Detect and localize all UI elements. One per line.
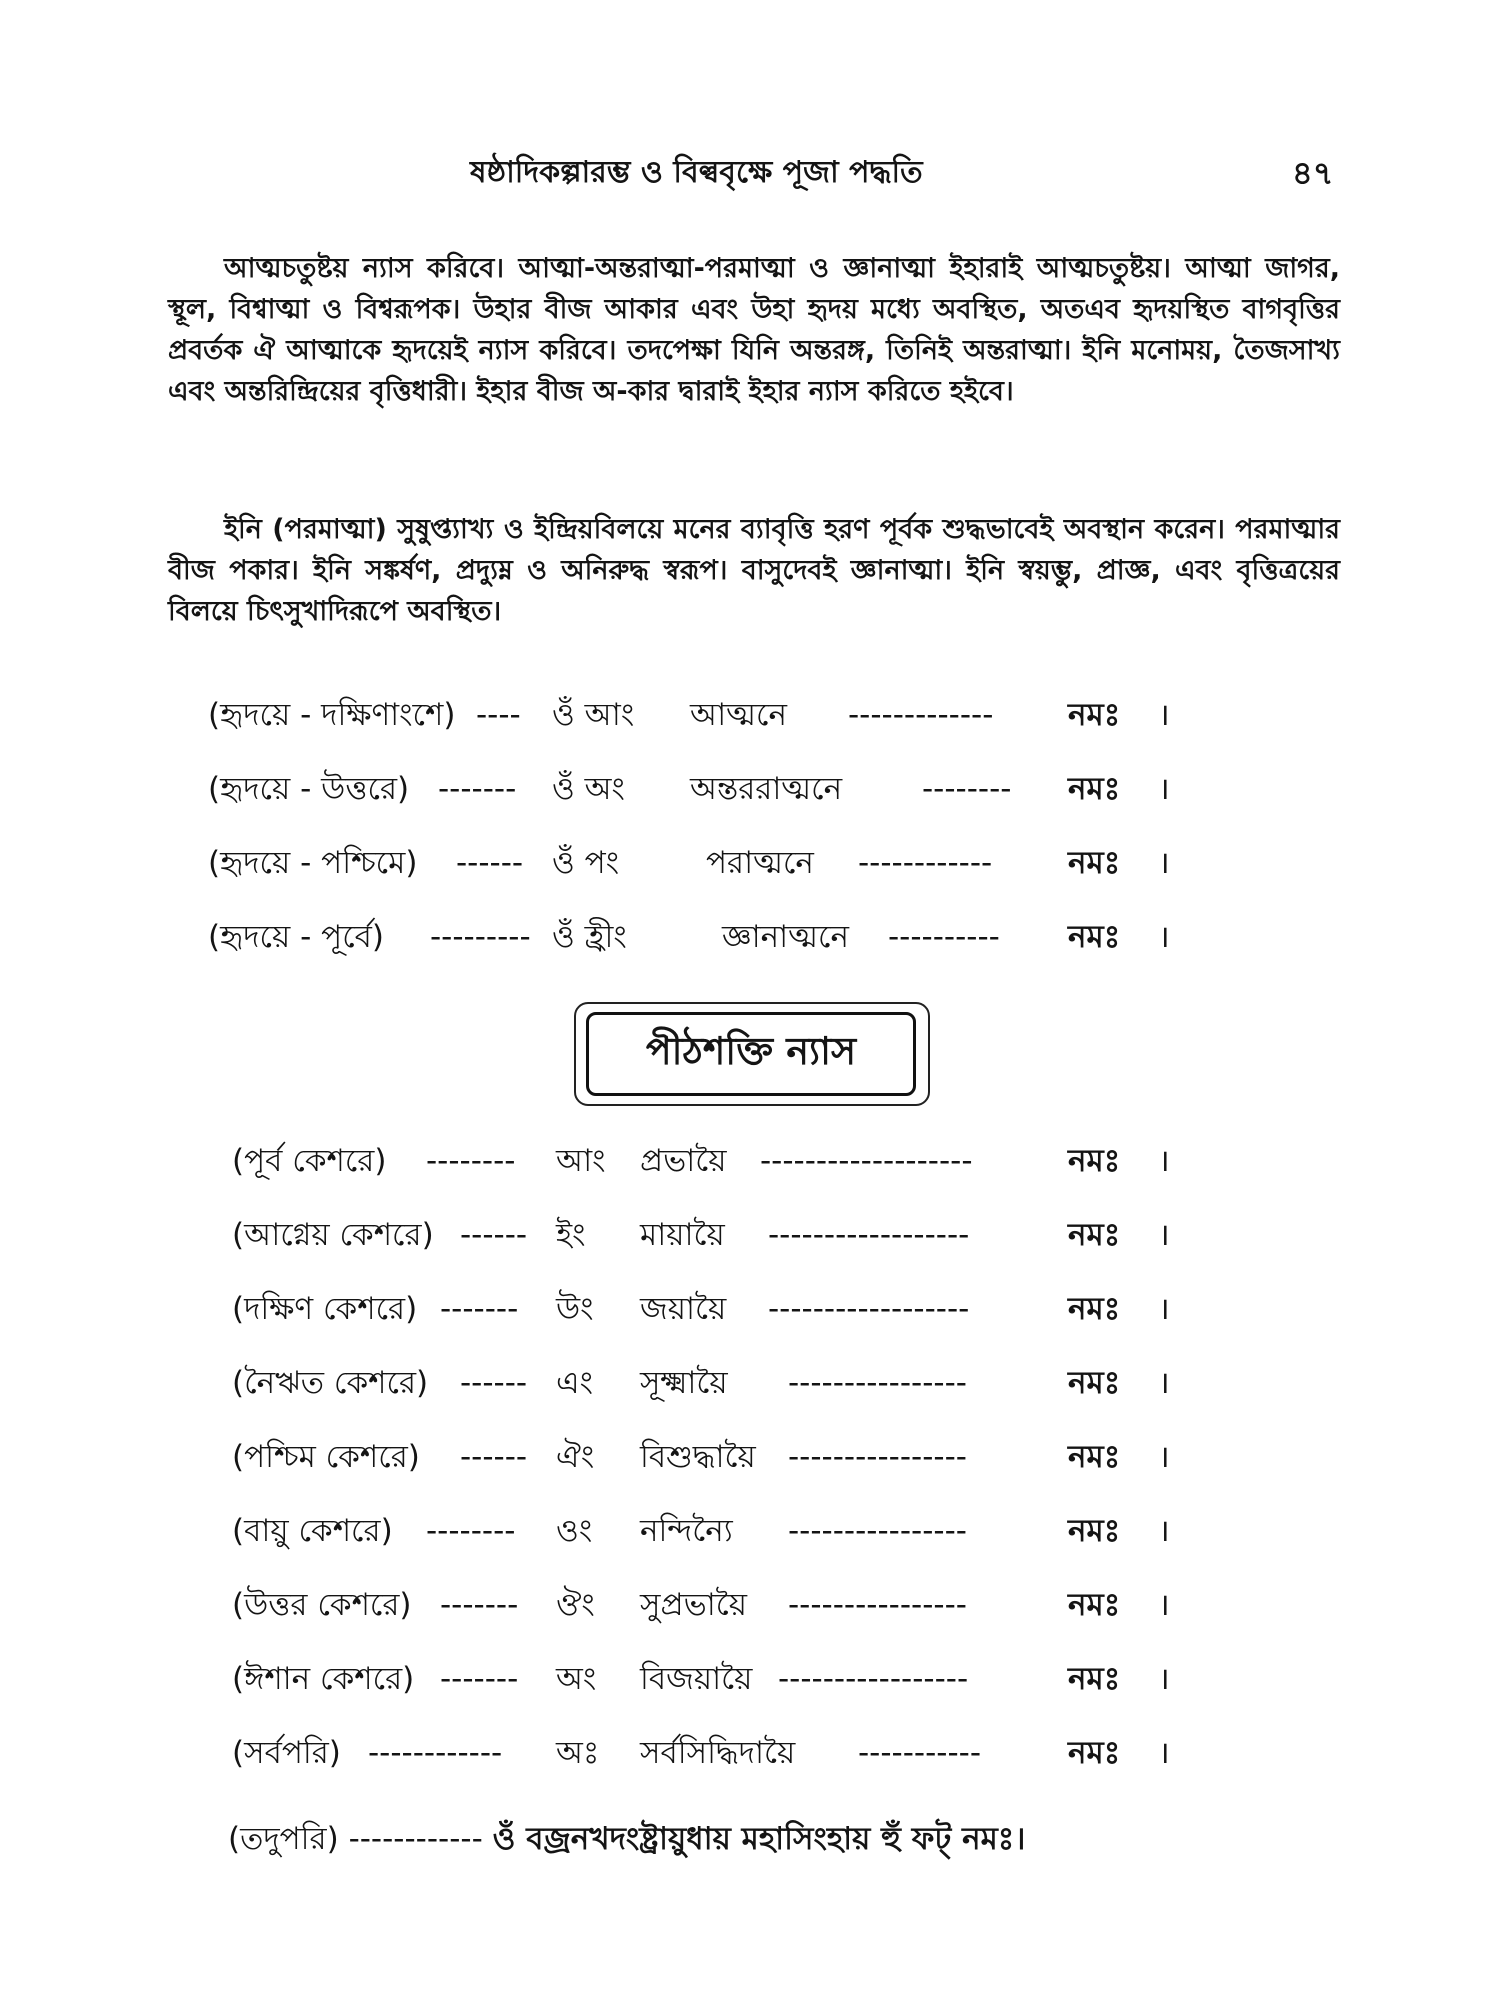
nyas-location: (সর্বপরি) bbox=[232, 1735, 341, 1771]
dash-leader: ---- bbox=[476, 697, 521, 733]
dash-leader: ------------ bbox=[858, 845, 993, 881]
seed-syllable: উং bbox=[556, 1291, 594, 1327]
dash-leader: ------------------ bbox=[768, 1291, 970, 1327]
nyas-location: (হৃদয়ে - উত্তরে) bbox=[208, 771, 410, 807]
danda-mark: । bbox=[1158, 1365, 1170, 1401]
danda-mark: । bbox=[1158, 771, 1170, 807]
nyas-location: (হৃদয়ে - পূর্বে) bbox=[208, 919, 385, 955]
mantra-word: বিশুদ্ধায়ৈ bbox=[640, 1439, 756, 1475]
dash-leader: ------------- bbox=[848, 697, 994, 733]
seed-syllable: ওঁ পং bbox=[552, 845, 620, 881]
dash-leader: ------ bbox=[456, 845, 524, 881]
paragraph-paramatma bbox=[168, 509, 1340, 632]
seed-syllable: ওঁ অং bbox=[552, 771, 625, 807]
namah-text: নমঃ bbox=[1068, 845, 1121, 881]
dash-leader: -------- bbox=[426, 1143, 516, 1179]
dash-leader: ---------------- bbox=[788, 1439, 967, 1475]
seed-syllable: ওঁ আং bbox=[552, 697, 635, 733]
seed-syllable: অং bbox=[556, 1661, 597, 1697]
nyas-location: (উত্তর কেশরে) bbox=[232, 1587, 412, 1623]
mantra-word: জয়ায়ৈ bbox=[640, 1291, 727, 1327]
danda-mark: । bbox=[1158, 1217, 1170, 1253]
dash-leader: ------ bbox=[460, 1217, 528, 1253]
dash-leader: ---------------- bbox=[788, 1513, 967, 1549]
seed-syllable: আং bbox=[556, 1143, 606, 1179]
dash-leader: ------ bbox=[460, 1439, 528, 1475]
seed-syllable: ওঁ হ্রীং bbox=[552, 919, 627, 955]
dash-leader: ------------------- bbox=[760, 1143, 973, 1179]
mantra-word: সূক্ষ্মায়ৈ bbox=[640, 1365, 728, 1401]
dash-leader: ------------------ bbox=[768, 1217, 970, 1253]
paragraph-text: ইনি (পরমাত্মা) সুষুপ্ত্যাখ্য ও ইন্দ্রিয়বিলয়ে মনের ব্যাবৃত্তি হরণ পূর্বক শুদ্ধভাবেই অবস্থান করেন। পরমাত্মার বীজ পকার। ইনি সঙ্কর্ষণ, প্রদ্যুম্ন ও অনিরুদ্ধ স্বরূপ। বাসুদেবই জ্ঞানাত্মা। ইনি স্বয়ম্ভু, প্রাজ্ঞ, এবং বৃত্তিত্রয়ের বিলয়ে চিৎসুখাদিরূপে অবস্থিত। bbox=[168, 514, 1340, 627]
seed-syllable: ইং bbox=[556, 1217, 586, 1253]
namah-text: নমঃ bbox=[1068, 697, 1121, 733]
namah-text: নমঃ bbox=[1068, 1439, 1121, 1475]
page-header-title: ষষ্ঠাদিকল্পারম্ভ ও বিল্ববৃক্ষে পূজা পদ্ধতি bbox=[470, 155, 923, 190]
mantra-word: নন্দিন্যৈ bbox=[640, 1513, 733, 1549]
seed-syllable: ঔং bbox=[556, 1587, 595, 1623]
seed-syllable: অঃ bbox=[556, 1735, 600, 1771]
dash-leader: ----------------- bbox=[778, 1661, 969, 1697]
mantra-word: সুপ্রভায়ৈ bbox=[640, 1587, 747, 1623]
final-mantra-line bbox=[228, 1814, 1025, 1864]
seed-syllable: ওং bbox=[556, 1513, 593, 1549]
danda-mark: । bbox=[1158, 1735, 1170, 1771]
dash-leader: -------- bbox=[426, 1513, 516, 1549]
namah-text: নমঃ bbox=[1068, 1365, 1121, 1401]
mantra-word: প্রভায়ৈ bbox=[640, 1143, 727, 1179]
namah-text: নমঃ bbox=[1068, 771, 1121, 807]
dash-leader: ------- bbox=[438, 771, 517, 807]
dash-leader: ------------ bbox=[348, 1821, 483, 1857]
dash-leader: ---------- bbox=[888, 919, 1000, 955]
danda-mark: । bbox=[1158, 1513, 1170, 1549]
dash-leader: -------- bbox=[922, 771, 1012, 807]
namah-text: নমঃ bbox=[1068, 1661, 1121, 1697]
namah-text: নমঃ bbox=[1068, 1587, 1121, 1623]
namah-text: নমঃ bbox=[1068, 1513, 1121, 1549]
mantra-word: সর্বসিদ্ধিদায়ৈ bbox=[640, 1735, 796, 1771]
nyas-location: (হৃদয়ে - দক্ষিণাংশে) bbox=[208, 697, 456, 733]
namah-text: নমঃ bbox=[1068, 1143, 1121, 1179]
namah-text: নমঃ bbox=[1068, 1735, 1121, 1771]
dash-leader: ------- bbox=[440, 1587, 519, 1623]
mantra-word: অন্তররাত্মনে bbox=[690, 771, 843, 807]
danda-mark: । bbox=[1158, 697, 1170, 733]
danda-mark: । bbox=[1158, 845, 1170, 881]
dash-leader: ---------------- bbox=[788, 1587, 967, 1623]
danda-mark: । bbox=[1158, 1661, 1170, 1697]
nyas-location: (বায়ু কেশরে) bbox=[232, 1513, 393, 1549]
danda-mark: । bbox=[1158, 1291, 1170, 1327]
nyas-location: (নৈঋত কেশরে) bbox=[232, 1365, 429, 1401]
section-title: পীঠশক্তি ন্যাস bbox=[586, 1012, 916, 1096]
nyas-location: (পূর্ব কেশরে) bbox=[232, 1143, 387, 1179]
mantra-word: ওঁ বজ্রনখদংষ্ট্রায়ুধায় মহাসিংহায় হুঁ ফট্ নমঃ। bbox=[492, 1821, 1026, 1857]
namah-text: নমঃ bbox=[1068, 1217, 1121, 1253]
mantra-word: আত্মনে bbox=[690, 697, 787, 733]
dash-leader: ------- bbox=[440, 1291, 519, 1327]
paragraph-text: আত্মচতুষ্টয় ন্যাস করিবে। আত্মা-অন্তরাত্মা-পরমাত্মা ও জ্ঞানাত্মা ইহারাই আত্মচতুষ্টয়। আত্মা জাগর, স্থূল, বিশ্বাত্মা ও বিশ্বরূপক। উহার বীজ আকার এবং উহা হৃদয় মধ্যে অবস্থিত, অতএব হৃদয়স্থিত বাগবৃত্তির প্রবর্তক ঐ আত্মাকে হৃদয়েই ন্যাস করিবে। তদপেক্ষা যিনি অন্তরঙ্গ, তিনিই অন্তরাত্মা। ইনি মনোময়, তৈজসাখ্য এবং অন্তরিন্দ্রিয়ের বৃত্তিধারী। ইহার বীজ অ-কার দ্বারাই ইহার ন্যাস করিতে হইবে। bbox=[168, 253, 1340, 407]
danda-mark: । bbox=[1158, 1439, 1170, 1475]
namah-text: নমঃ bbox=[1068, 1291, 1121, 1327]
nyas-location: (আগ্নেয় কেশরে) bbox=[232, 1217, 434, 1253]
namah-text: নমঃ bbox=[1068, 919, 1121, 955]
mantra-word: বিজয়ায়ৈ bbox=[640, 1661, 753, 1697]
danda-mark: । bbox=[1158, 1143, 1170, 1179]
danda-mark: । bbox=[1158, 1587, 1170, 1623]
dash-leader: ---------------- bbox=[788, 1365, 967, 1401]
nyas-location: (দক্ষিণ কেশরে) bbox=[232, 1291, 418, 1327]
paragraph-atma-chatushtay bbox=[168, 248, 1340, 412]
nyas-location: (ঈশান কেশরে) bbox=[232, 1661, 415, 1697]
seed-syllable: এং bbox=[556, 1365, 593, 1401]
dash-leader: --------- bbox=[430, 919, 531, 955]
danda-mark: । bbox=[1158, 919, 1170, 955]
dash-leader: ------ bbox=[460, 1365, 528, 1401]
dash-leader: ----------- bbox=[858, 1735, 982, 1771]
page-number: ৪৭ bbox=[1292, 154, 1334, 192]
seed-syllable: ঐং bbox=[556, 1439, 595, 1475]
dash-leader: ------- bbox=[440, 1661, 519, 1697]
mantra-word: জ্ঞানাত্মনে bbox=[722, 919, 849, 955]
nyas-location: (পশ্চিম কেশরে) bbox=[232, 1439, 420, 1475]
mantra-word: পরাত্মনে bbox=[706, 845, 814, 881]
mantra-word: মায়ায়ৈ bbox=[640, 1217, 725, 1253]
nyas-location: (হৃদয়ে - পশ্চিমে) bbox=[208, 845, 418, 881]
dash-leader: ------------ bbox=[368, 1735, 503, 1771]
nyas-location: (তদুপরি) bbox=[228, 1821, 339, 1857]
